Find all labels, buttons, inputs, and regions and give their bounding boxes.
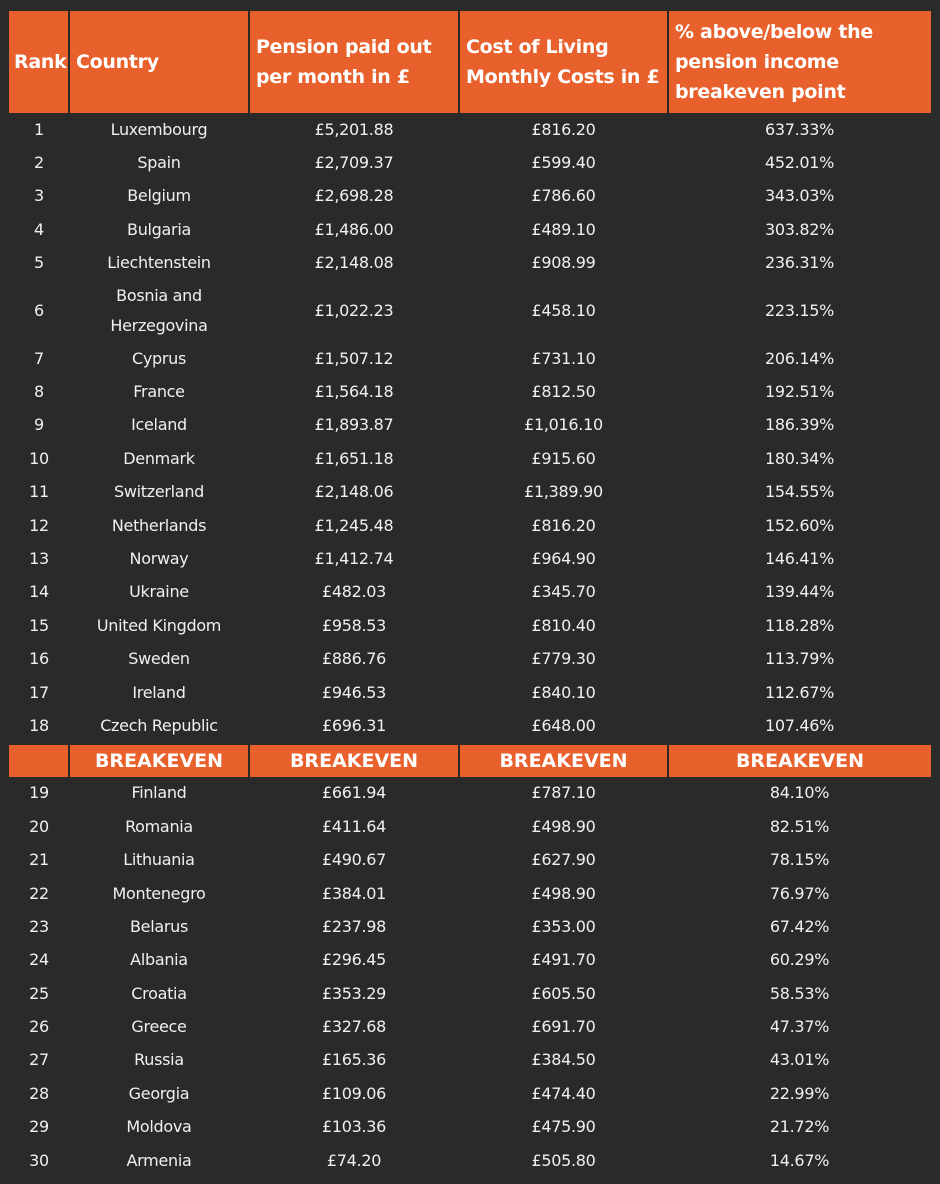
cell-rank: 25 <box>29 983 49 1003</box>
cell-pct: 303.82% <box>764 219 835 239</box>
cell-pct: 47.37% <box>769 1017 830 1037</box>
cell-rank: 21 <box>29 850 49 870</box>
cell-country: Moldova <box>126 1117 192 1137</box>
cell-pct: 154.55% <box>764 482 835 502</box>
cell-pct: 146.41% <box>764 548 835 568</box>
cell-cost: £353.00 <box>531 916 596 936</box>
cell-pct: 118.28% <box>764 615 835 635</box>
cell-rank: 9 <box>34 415 44 435</box>
cell-pension: £237.98 <box>321 916 387 936</box>
cell-rank: 27 <box>29 1050 49 1070</box>
table-row <box>9 910 931 943</box>
cell-rank: 29 <box>29 1117 49 1137</box>
cell-country: Switzerland <box>113 482 205 502</box>
cell-pension: £1,893.87 <box>314 415 394 435</box>
cell-rank: 30 <box>29 1150 49 1170</box>
cell-country: Russia <box>134 1050 184 1070</box>
cell-country: Cyprus <box>131 348 187 368</box>
header-pct: % above/below the pension income breakeven point <box>668 11 931 113</box>
cell-rank: 14 <box>29 582 49 602</box>
table-row <box>9 709 931 742</box>
cell-cost: £345.70 <box>531 582 596 602</box>
cell-country: Norway <box>129 548 189 568</box>
cell-rank: 2 <box>34 153 44 173</box>
cell-cost: £498.90 <box>531 883 596 903</box>
cell-pct: 452.01% <box>764 153 835 173</box>
cell-rank: 22 <box>29 883 49 903</box>
table-header <box>9 11 931 113</box>
table-row <box>9 977 931 1010</box>
cell-country: Liechtenstein <box>107 253 211 273</box>
cell-rank: 5 <box>34 253 44 273</box>
table-row <box>9 810 931 843</box>
cell-pension: £327.68 <box>321 1017 387 1037</box>
cell-cost: £498.90 <box>531 816 596 836</box>
cell-country: Belgium <box>127 186 191 206</box>
cell-cost: £816.20 <box>531 119 596 139</box>
table-row <box>9 1077 931 1110</box>
cell-country: Lithuania <box>123 850 195 870</box>
cell-country: Netherlands <box>111 515 207 535</box>
cell-pension: £411.64 <box>321 816 387 836</box>
cell-pension: £296.45 <box>321 950 387 970</box>
table-row <box>9 409 931 442</box>
breakeven-label: BREAKEVEN <box>69 745 249 777</box>
cell-cost: £599.40 <box>531 153 596 173</box>
cell-cost: £915.60 <box>531 448 596 468</box>
cell-cost: £816.20 <box>531 515 596 535</box>
cell-rank: 11 <box>29 482 49 502</box>
table-row <box>9 1144 931 1177</box>
cell-country: Czech Republic <box>100 715 218 735</box>
cell-rank: 3 <box>34 186 44 206</box>
cell-cost: £505.80 <box>531 1150 596 1170</box>
pension-ranking-table <box>9 11 931 1177</box>
cell-rank: 4 <box>34 219 44 239</box>
cell-country: Denmark <box>123 448 195 468</box>
cell-cost: £691.70 <box>531 1017 596 1037</box>
cell-pension: £1,245.48 <box>314 515 394 535</box>
cell-pct: 112.67% <box>764 682 835 702</box>
cell-rank: 17 <box>29 682 49 702</box>
cell-pension: £384.01 <box>321 883 387 903</box>
table-row <box>9 843 931 876</box>
cell-rank: 16 <box>29 649 49 669</box>
cell-country: Croatia <box>131 983 187 1003</box>
header-row <box>9 11 931 113</box>
table-row <box>9 1111 931 1144</box>
cell-pension: £886.76 <box>321 649 387 669</box>
cell-pct: 113.79% <box>764 649 835 669</box>
cell-pension: £1,486.00 <box>314 219 394 239</box>
cell-pct: 236.31% <box>764 253 835 273</box>
breakeven-label: BREAKEVEN <box>459 745 668 777</box>
cell-pension: £2,148.08 <box>314 253 394 273</box>
cell-country: Ukraine <box>129 582 189 602</box>
cell-cost: £779.30 <box>531 649 596 669</box>
cell-pct: 58.53% <box>769 983 830 1003</box>
table-row <box>9 213 931 246</box>
cell-pct: 78.15% <box>769 850 830 870</box>
cell-rank: 24 <box>29 950 49 970</box>
table-row <box>9 944 931 977</box>
cell-pension: £353.29 <box>321 983 387 1003</box>
table-row <box>9 676 931 709</box>
cell-country: Ireland <box>132 682 186 702</box>
cell-pct: 343.03% <box>764 186 835 206</box>
cell-pct: 82.51% <box>769 816 830 836</box>
cell-country: Bulgaria <box>127 219 191 239</box>
cell-cost: £384.50 <box>531 1050 596 1070</box>
cell-cost: £475.90 <box>531 1117 596 1137</box>
header-pension: Pension paid out per month in £ <box>249 11 459 113</box>
cell-rank: 28 <box>29 1083 49 1103</box>
table-row <box>9 576 931 609</box>
table-row <box>9 180 931 213</box>
cell-cost: £964.90 <box>531 548 596 568</box>
breakeven-row <box>9 745 931 777</box>
cell-rank: 7 <box>34 348 44 368</box>
table-row <box>9 442 931 475</box>
cell-cost: £1,016.10 <box>524 415 603 435</box>
cell-pct: 43.01% <box>769 1050 830 1070</box>
cell-cost: £474.40 <box>531 1083 596 1103</box>
cell-country: Luxembourg <box>110 119 208 139</box>
table-row <box>9 609 931 642</box>
cell-pension: £490.67 <box>321 850 387 870</box>
cell-pension: £2,148.06 <box>314 482 394 502</box>
cell-pension: £1,507.12 <box>314 348 394 368</box>
cell-pct: 14.67% <box>769 1150 830 1170</box>
cell-cost: £840.10 <box>531 682 596 702</box>
cell-pct: 637.33% <box>764 119 835 139</box>
cell-cost: £812.50 <box>531 382 596 402</box>
cell-pension: £1,022.23 <box>314 300 394 320</box>
cell-rank: 1 <box>34 119 44 139</box>
cell-rank: 6 <box>34 300 44 320</box>
breakeven-label: BREAKEVEN <box>249 745 459 777</box>
cell-pension: £2,709.37 <box>314 153 394 173</box>
cell-pension: £946.53 <box>321 682 387 702</box>
cell-cost: £786.60 <box>531 186 596 206</box>
cell-cost: £1,389.90 <box>524 482 603 502</box>
cell-country: Belarus <box>129 916 189 936</box>
cell-cost: £491.70 <box>531 950 596 970</box>
cell-country: Greece <box>131 1017 187 1037</box>
table-row <box>9 375 931 408</box>
breakeven-rank-cell <box>9 745 69 777</box>
cell-rank: 10 <box>29 448 49 468</box>
cell-rank: 20 <box>29 816 49 836</box>
header-rank: Rank <box>9 11 69 113</box>
cell-country: Iceland <box>131 415 187 435</box>
table-row <box>9 509 931 542</box>
table-row <box>9 476 931 509</box>
cell-pension: £1,412.74 <box>314 548 394 568</box>
cell-rank: 13 <box>29 548 49 568</box>
cell-country: Armenia <box>126 1150 192 1170</box>
cell-country: Sweden <box>128 649 190 669</box>
cell-cost: £489.10 <box>531 219 596 239</box>
table-row <box>9 280 931 342</box>
cell-pct: 84.10% <box>769 783 830 803</box>
cell-cost: £810.40 <box>531 615 596 635</box>
table-row <box>9 342 931 375</box>
table-row <box>9 542 931 575</box>
cell-pct: 223.15% <box>764 300 835 320</box>
cell-cost: £605.50 <box>531 983 596 1003</box>
cell-pension: £958.53 <box>321 615 387 635</box>
cell-country: Bosnia and Herzegovina <box>110 285 208 335</box>
table-row <box>9 1044 931 1077</box>
cell-pct: 60.29% <box>769 950 830 970</box>
table-row <box>9 642 931 675</box>
cell-pension: £661.94 <box>321 783 387 803</box>
cell-rank: 18 <box>29 715 49 735</box>
table-row <box>9 247 931 280</box>
cell-cost: £648.00 <box>531 715 596 735</box>
cell-pct: 192.51% <box>764 382 835 402</box>
cell-pct: 152.60% <box>764 515 835 535</box>
cell-country: Montenegro <box>112 883 206 903</box>
cell-pct: 186.39% <box>764 415 835 435</box>
cell-pension: £74.20 <box>326 1150 382 1170</box>
cell-country: Spain <box>137 153 181 173</box>
table-row <box>9 146 931 179</box>
cell-pct: 22.99% <box>769 1083 830 1103</box>
cell-pct: 107.46% <box>764 715 835 735</box>
cell-pension: £103.36 <box>321 1117 387 1137</box>
cell-rank: 19 <box>29 783 49 803</box>
cell-country: Romania <box>125 816 193 836</box>
cell-pct: 180.34% <box>764 448 835 468</box>
cell-pension: £109.06 <box>321 1083 387 1103</box>
cell-pension: £1,651.18 <box>314 448 394 468</box>
cell-cost: £627.90 <box>531 850 596 870</box>
cell-pct: 206.14% <box>764 348 835 368</box>
breakeven-label: BREAKEVEN <box>668 745 931 777</box>
cell-cost: £458.10 <box>531 300 596 320</box>
cell-rank: 15 <box>29 615 49 635</box>
cell-cost: £731.10 <box>531 348 596 368</box>
cell-country: Albania <box>130 950 188 970</box>
header-cost: Cost of Living Monthly Costs in £ <box>459 11 668 113</box>
cell-country: Finland <box>131 783 187 803</box>
cell-pct: 67.42% <box>769 916 830 936</box>
cell-rank: 12 <box>29 515 49 535</box>
cell-pension: £2,698.28 <box>314 186 394 206</box>
table-body <box>9 113 931 1177</box>
cell-pension: £165.36 <box>321 1050 387 1070</box>
table-row <box>9 113 931 146</box>
table-row <box>9 1010 931 1043</box>
cell-country: France <box>133 382 185 402</box>
table-row <box>9 777 931 810</box>
cell-cost: £787.10 <box>531 783 596 803</box>
cell-pct: 21.72% <box>769 1117 830 1137</box>
cell-pension: £482.03 <box>321 582 387 602</box>
cell-cost: £908.99 <box>531 253 596 273</box>
cell-pension: £1,564.18 <box>314 382 394 402</box>
cell-pension: £5,201.88 <box>314 119 394 139</box>
header-country: Country <box>69 11 249 113</box>
cell-country: United Kingdom <box>96 615 222 635</box>
cell-rank: 26 <box>29 1017 49 1037</box>
cell-rank: 8 <box>34 382 44 402</box>
cell-rank: 23 <box>29 916 49 936</box>
cell-pension: £696.31 <box>321 715 387 735</box>
cell-pct: 139.44% <box>764 582 835 602</box>
table-row <box>9 877 931 910</box>
cell-country: Georgia <box>128 1083 190 1103</box>
cell-pct: 76.97% <box>769 883 830 903</box>
